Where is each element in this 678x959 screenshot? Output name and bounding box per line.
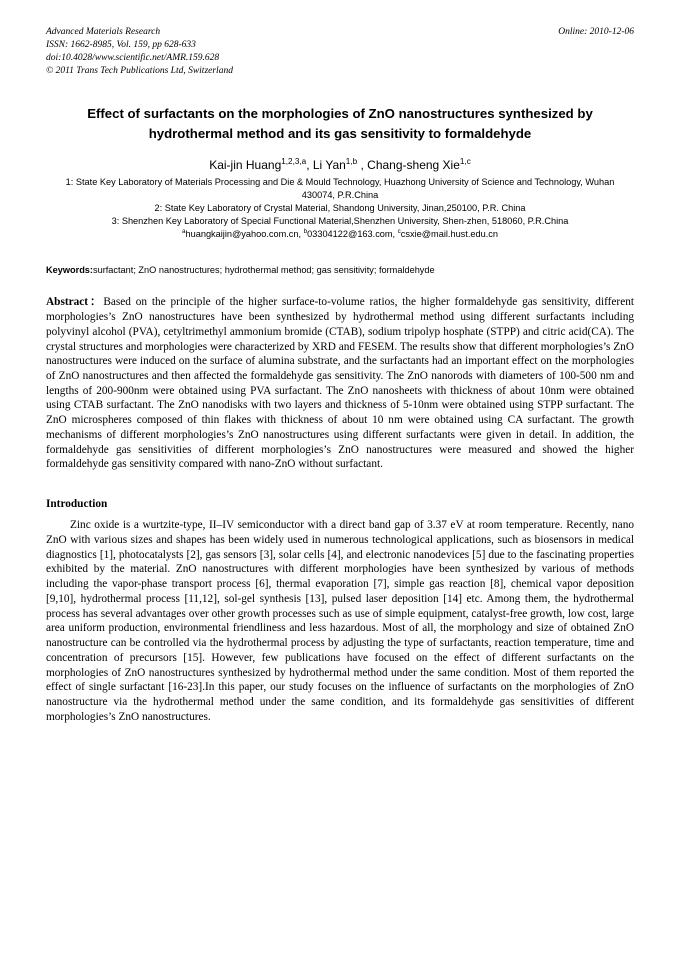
email-c: csxie@mail.hust.edu.cn [400,229,498,240]
author-separator-2: , [357,158,368,173]
doi-line: doi:10.4028/www.scientific.net/AMR.159.628 [46,53,220,64]
email-a: huangkaijin@yahoo.com.cn, [185,229,304,240]
author-separator-1: , [306,158,313,173]
author-2-name: Li Yan [312,158,346,173]
keywords-block [46,265,634,275]
abstract-text: Based on the principle of the higher surface-to-volume ratios, the higher formaldehyde gas sensitivity, different morphologies’s ZnO nanostructures have been synthesized by hydrothermal method using different surfactants including polyvinyl alcohol (PVA), cetyltrimethyl ammonium bromide (CTAB), sodium tripolyp hosphate (STPP) and citric acid(CA). The crystal structures and morphologies were characterized by XRD and FESEM. The results show that different morphologies’s ZnO nanostructures were induced on the surface of alumina substrate, and the surfactants had an important effect on the morphologies of ZnO nanostructures and then affected the formaldehyde gas sensitivity. The ZnO nanorods with diameters of 100-500 nm and lengths of 200-900nm were obtained using PVA surfactant. The ZnO nanosheets with thickness of about 10nm were obtained using CTAB surfactant. The ZnO nanodisks with two layers and thickness of 5-10nm were obtained using STPP surfactant. The ZnO microspheres composed of thin flakes with thickness of about 10 nm were obtained using CA surfactant. The growth mechanisms of different morphologies’s ZnO nanostructures using different surfactants were given in detail. In addition, the formaldehyde gas sensitivities of different morphologies’s ZnO nanostructures were measured and showed the higher formaldehyde gas sensitivity compared with nano-ZnO without surfactant. [46,296,634,471]
abstract-label: Abstract： [46,296,104,309]
author-3-affil-marker: 1,c [459,157,471,167]
keywords-value: surfactant; ZnO nanostructures; hydrothermal method; gas sensitivity; formaldehyde [92,265,435,276]
journal-name: Advanced Materials Research [46,27,161,37]
author-list [46,158,634,172]
introduction-heading: Introduction [46,498,108,511]
keywords-label: Keywords: [46,265,93,276]
introduction-paragraph: Zinc oxide is a wurtzite-type, II–IV semiconductor with a direct band gap of 3.37 eV at room temperature. Recently, nano ZnO with various sizes and shapes has been widely used in numerous technological applications, such as biosensors in medical diagnostics [1], photocatalysts [2], gas sensors [3], solar cells [4], and electronic nanodevices [5] due to the fascinating properties exhibited by the material. ZnO nanostructures with different morphologies have been synthesized by various of methods including the vapor-phase transport process [6], thermal evaporation [7], simple gas reaction [8], chemical vapor deposition [9,10], hydrothermal process [11,12], sol-gel synthesis [13], pulsed laser deposition [14] etc. Among them, the hydrothermal process has several advantages over other growth processes such as use of simple equipment, catalyst-free growth, low cost, large area uniform production, environmental friendliness and less hazardous. Most of all, the morphology and size of obtained ZnO nanostructure can be controlled via the hydrothermal process by adjusting the type of surfactants, reaction temperature, time and concentration of precursors [15]. However, few publications have focused on the effect of different surfactants on the morphologies of ZnO nanostructures synthesized by hydrothermal method under the same condition. Most of them reported the effect of single surfactant [16-23].In this paper, our study focuses on the influence of surfactants on the morphologies of ZnO nanostructure via the hydrothermal method under the same condition, and its formaldehyde gas sensitivities of different morphologies’s ZnO nanostructures. [46,519,634,723]
author-2-affil-marker: 1,b [345,157,358,167]
affiliation-2: 2: State Key Laboratory of Crystal Material, Shandong University, Jinan,250100, P.R. China [154,203,526,214]
email-b-marker: b [303,228,308,236]
header-top-row [46,26,634,39]
email-a-marker: a [182,228,186,236]
email-c-marker: c [397,228,401,236]
page-title: Effect of surfactants on the morphologies of ZnO nanostructures synthesized by hydrothermal method and its gas sensitivity to formaldehyde [87,106,593,142]
abstract-block [46,295,634,472]
online-date: Online: 2010-12-06 [558,27,634,37]
author-1-name: Kai-jin Huang [209,158,282,173]
affiliation-1: 1: State Key Laboratory of Materials Processing and Die & Mould Technology, Huazhong University of Science and Technology, Wuhan 430074, P.R.China [65,177,615,201]
email-line [56,228,624,241]
affiliations-block [46,176,634,241]
journal-header [46,26,634,78]
email-b: 03304122@163.com, [307,229,398,240]
author-3-name: Chang-sheng Xie [367,158,460,173]
copyright-line: © 2011 Trans Tech Publications Ltd, Switzerland [46,66,233,77]
issn-line: ISSN: 1662-8985, Vol. 159, pp 628-633 [46,40,196,51]
affiliation-3: 3: Shenzhen Key Laboratory of Special Functional Material,Shenzhen University, Shen-zhen, 518060, P.R.China [111,216,569,227]
author-1-affil-marker: 1,2,3,a [281,157,307,167]
